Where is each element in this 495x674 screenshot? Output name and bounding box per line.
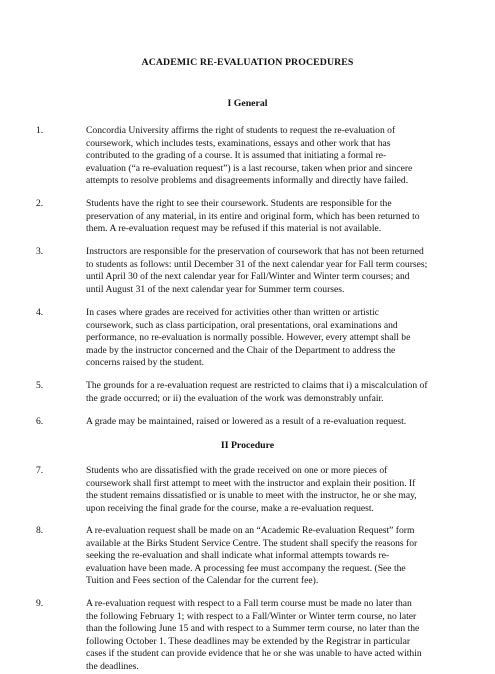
text-line: Concordia University affirms the right of students to request the re-evaluation of	[86, 125, 396, 136]
text-line: the following February 1; with respect to a Fall/Winter or Winter term course, no later	[86, 610, 417, 622]
text-line: seeking the re-evaluation and shall indicate what informal attempts towards re-	[86, 550, 390, 562]
text-line: until April 30 of the next calendar year for Fall/Winter and Winter term courses; and	[86, 271, 410, 283]
text-line: Instructors are responsible for the preservation of coursework that has not been returned	[86, 246, 424, 257]
text-line: cases if the student can provide evidence that he or she was unable to have acted within	[86, 648, 422, 660]
text-line: preservation of any material, in its entire and original form, which has been returned to	[86, 210, 420, 222]
item-number: 4.	[36, 307, 44, 318]
text-line: made by the instructor concerned and the Chair of the Department to address the	[86, 344, 396, 356]
text-line: upon receiving the final grade for the course, make a re-evaluation request.	[86, 502, 374, 514]
item-text	[86, 380, 462, 405]
text-line: the deadlines.	[86, 660, 139, 672]
item-number: 8.	[36, 525, 44, 536]
text-line: Students have the right to see their coursework. Students are responsible for the	[86, 198, 392, 209]
text-line: evaluation have been made. A processing fee must accompany the request. (See the	[86, 562, 406, 574]
item-text	[86, 307, 462, 370]
item-number: 2.	[36, 198, 44, 209]
text-line: A re-evaluation request with respect to a Fall term course must be made no later than	[86, 598, 412, 609]
item-number: 5.	[36, 380, 44, 391]
text-line: Students who are dissatisfied with the grade received on one or more pieces of	[86, 465, 388, 476]
text-line: The grounds for a re-evaluation request are restricted to claims that i) a miscalculation of	[86, 380, 428, 391]
text-line: than the following June 15 and with respect to a Summer term course, no later than the	[86, 623, 420, 635]
text-line: them. A re-evaluation request may be refused if this material is not available.	[86, 223, 382, 235]
item-number: 6.	[36, 416, 44, 427]
item-number: 1.	[36, 125, 44, 136]
item-number: 9.	[36, 598, 44, 609]
item-text	[86, 598, 462, 674]
text-line: until August 31 of the next calendar year for Summer term courses.	[86, 283, 345, 295]
text-line: A re-evaluation request shall be made on an “Academic Re-evaluation Request” form	[86, 525, 415, 536]
text-line: performance, no re-evaluation is normally possible. However, every attempt shall be	[86, 332, 411, 344]
text-line: evaluation (“a re-evaluation request”) is a last recourse, taken when prior and sincere	[86, 162, 413, 174]
item-text	[86, 465, 462, 515]
text-line: coursework, which includes tests, examinations, essays and other work that has	[86, 137, 391, 149]
text-line: concerns raised by the student.	[86, 357, 205, 369]
document-title: ACADEMIC RE-EVALUATION PROCEDURES	[141, 57, 354, 68]
item-text	[86, 246, 462, 296]
item-text	[86, 416, 462, 429]
text-line: attempts to resolve problems and disagreements informally and directly have failed.	[86, 175, 409, 187]
item-number: 7.	[36, 465, 44, 476]
item-text	[86, 198, 462, 236]
text-line: the grade occurred; or ii) the evaluation of the work was demonstrably unfair.	[86, 392, 384, 404]
section-heading-general: I General	[227, 98, 268, 109]
item-text	[86, 125, 462, 188]
text-line: the student remains dissatisfied or is unable to meet with the instructor, he or she may,	[86, 490, 417, 502]
text-line: following October 1. These deadlines may be extended by the Registrar in particular	[86, 635, 411, 647]
text-line: available at the Birks Student Service Centre. The student shall specify the reasons for	[86, 537, 418, 549]
text-line: Tuition and Fees section of the Calendar for the current fee).	[86, 575, 319, 587]
text-line: coursework, such as class participation, oral presentations, oral examinations and	[86, 319, 398, 331]
text-line: A grade may be maintained, raised or lowered as a result of a re-evaluation request.	[86, 416, 407, 427]
item-number: 3.	[36, 246, 44, 257]
text-line: to students as follows: until December 31 of the next calendar year for Fall term courses;	[86, 258, 428, 270]
text-line: In cases where grades are received for activities other than written or artistic	[86, 307, 380, 318]
text-line: coursework shall first attempt to meet with the instructor and explain their position. If	[86, 477, 416, 489]
section-heading-procedure: II Procedure	[220, 440, 275, 451]
item-text	[86, 525, 462, 588]
text-line: contributed to the grading of a course. It is assumed that initiating a formal re-	[86, 150, 387, 162]
